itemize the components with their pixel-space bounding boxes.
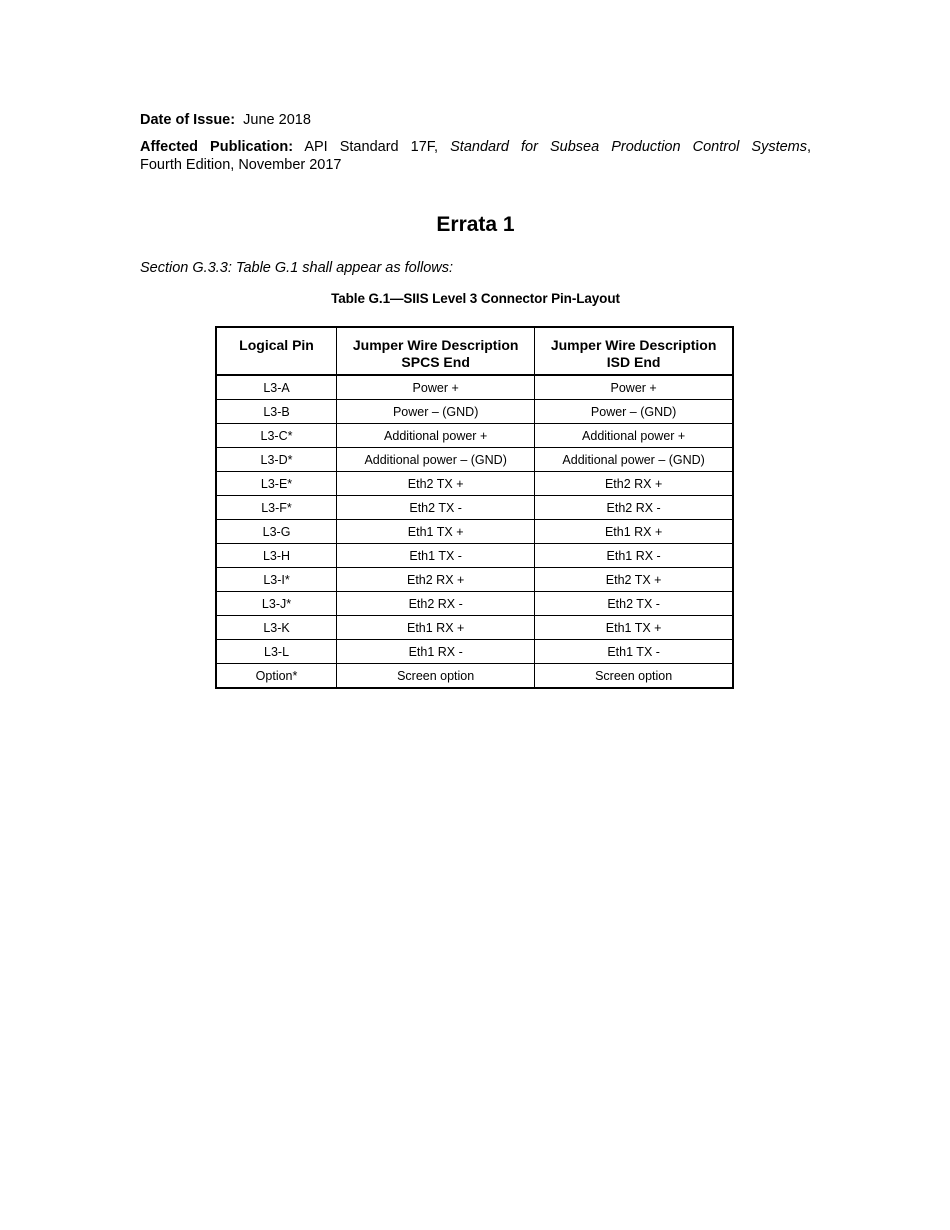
header-line: Jumper Wire Description xyxy=(352,337,519,353)
cell-logical-pin: L3-K xyxy=(216,616,337,640)
cell-spcs-end: Eth1 RX - xyxy=(337,640,535,664)
table-row xyxy=(216,568,733,592)
table-row xyxy=(216,496,733,520)
table-row xyxy=(216,472,733,496)
cell-logical-pin: L3-H xyxy=(216,544,337,568)
cell-spcs-end: Eth2 TX + xyxy=(337,472,535,496)
table-row xyxy=(216,448,733,472)
header-line: Logical Pin xyxy=(239,337,314,353)
cell-spcs-end: Power – (GND) xyxy=(337,400,535,424)
cell-isd-end: Eth2 RX + xyxy=(535,472,733,496)
cell-isd-end: Eth1 RX - xyxy=(535,544,733,568)
cell-isd-end: Eth1 TX + xyxy=(535,616,733,640)
table-header-row xyxy=(216,327,733,375)
cell-logical-pin: L3-A xyxy=(216,375,337,400)
cell-isd-end: Eth1 RX + xyxy=(535,520,733,544)
pin-layout-table xyxy=(215,326,734,689)
header-line: SPCS End xyxy=(401,354,470,370)
affected-publication xyxy=(140,138,811,174)
cell-logical-pin: Option* xyxy=(216,664,337,689)
cell-isd-end: Screen option xyxy=(535,664,733,689)
affected-comma: , xyxy=(807,139,812,155)
header-line: Jumper Wire Description xyxy=(550,337,717,353)
cell-isd-end: Eth2 TX - xyxy=(535,592,733,616)
cell-logical-pin: L3-J* xyxy=(216,592,337,616)
date-value: June 2018 xyxy=(243,112,311,128)
cell-logical-pin: L3-F* xyxy=(216,496,337,520)
cell-isd-end: Eth1 TX - xyxy=(535,640,733,664)
cell-spcs-end: Eth2 RX - xyxy=(337,592,535,616)
affected-edition: Fourth Edition, November 2017 xyxy=(140,157,342,173)
cell-spcs-end: Additional power – (GND) xyxy=(337,448,535,472)
cell-spcs-end: Eth1 TX - xyxy=(337,544,535,568)
cell-isd-end: Additional power – (GND) xyxy=(535,448,733,472)
header-isd-end xyxy=(535,327,733,375)
date-of-issue xyxy=(140,111,811,129)
table-row xyxy=(216,544,733,568)
table-row xyxy=(216,375,733,400)
table-row xyxy=(216,424,733,448)
header-line: ISD End xyxy=(606,354,661,370)
date-label: Date of Issue: xyxy=(140,112,236,128)
cell-isd-end: Power + xyxy=(535,375,733,400)
cell-isd-end: Eth2 TX + xyxy=(535,568,733,592)
errata-page xyxy=(140,111,811,307)
header-spcs-end xyxy=(337,327,535,375)
cell-isd-end: Power – (GND) xyxy=(535,400,733,424)
cell-logical-pin: L3-I* xyxy=(216,568,337,592)
cell-spcs-end: Eth2 TX - xyxy=(337,496,535,520)
cell-logical-pin: L3-D* xyxy=(216,448,337,472)
table-row xyxy=(216,640,733,664)
affected-standard: API Standard 17F, xyxy=(304,139,439,155)
cell-spcs-end: Screen option xyxy=(337,664,535,689)
cell-logical-pin: L3-C* xyxy=(216,424,337,448)
section-note: Section G.3.3: Table G.1 shall appear as follows: xyxy=(140,260,454,276)
page-title: Errata 1 xyxy=(436,213,515,236)
affected-label: Affected Publication: xyxy=(140,139,294,155)
header-logical-pin xyxy=(216,327,337,375)
cell-spcs-end: Additional power + xyxy=(337,424,535,448)
cell-logical-pin: L3-B xyxy=(216,400,337,424)
affected-title: Standard for Subsea Production Control Systems xyxy=(450,139,807,155)
cell-logical-pin: L3-G xyxy=(216,520,337,544)
cell-logical-pin: L3-E* xyxy=(216,472,337,496)
table-row xyxy=(216,400,733,424)
table-row xyxy=(216,520,733,544)
cell-logical-pin: L3-L xyxy=(216,640,337,664)
table-row xyxy=(216,592,733,616)
table-caption: Table G.1—SIIS Level 3 Connector Pin-Layout xyxy=(331,291,620,306)
cell-spcs-end: Eth1 TX + xyxy=(337,520,535,544)
table-row xyxy=(216,664,733,689)
cell-isd-end: Additional power + xyxy=(535,424,733,448)
table-row xyxy=(216,616,733,640)
cell-spcs-end: Eth2 RX + xyxy=(337,568,535,592)
cell-isd-end: Eth2 RX - xyxy=(535,496,733,520)
cell-spcs-end: Eth1 RX + xyxy=(337,616,535,640)
cell-spcs-end: Power + xyxy=(337,375,535,400)
